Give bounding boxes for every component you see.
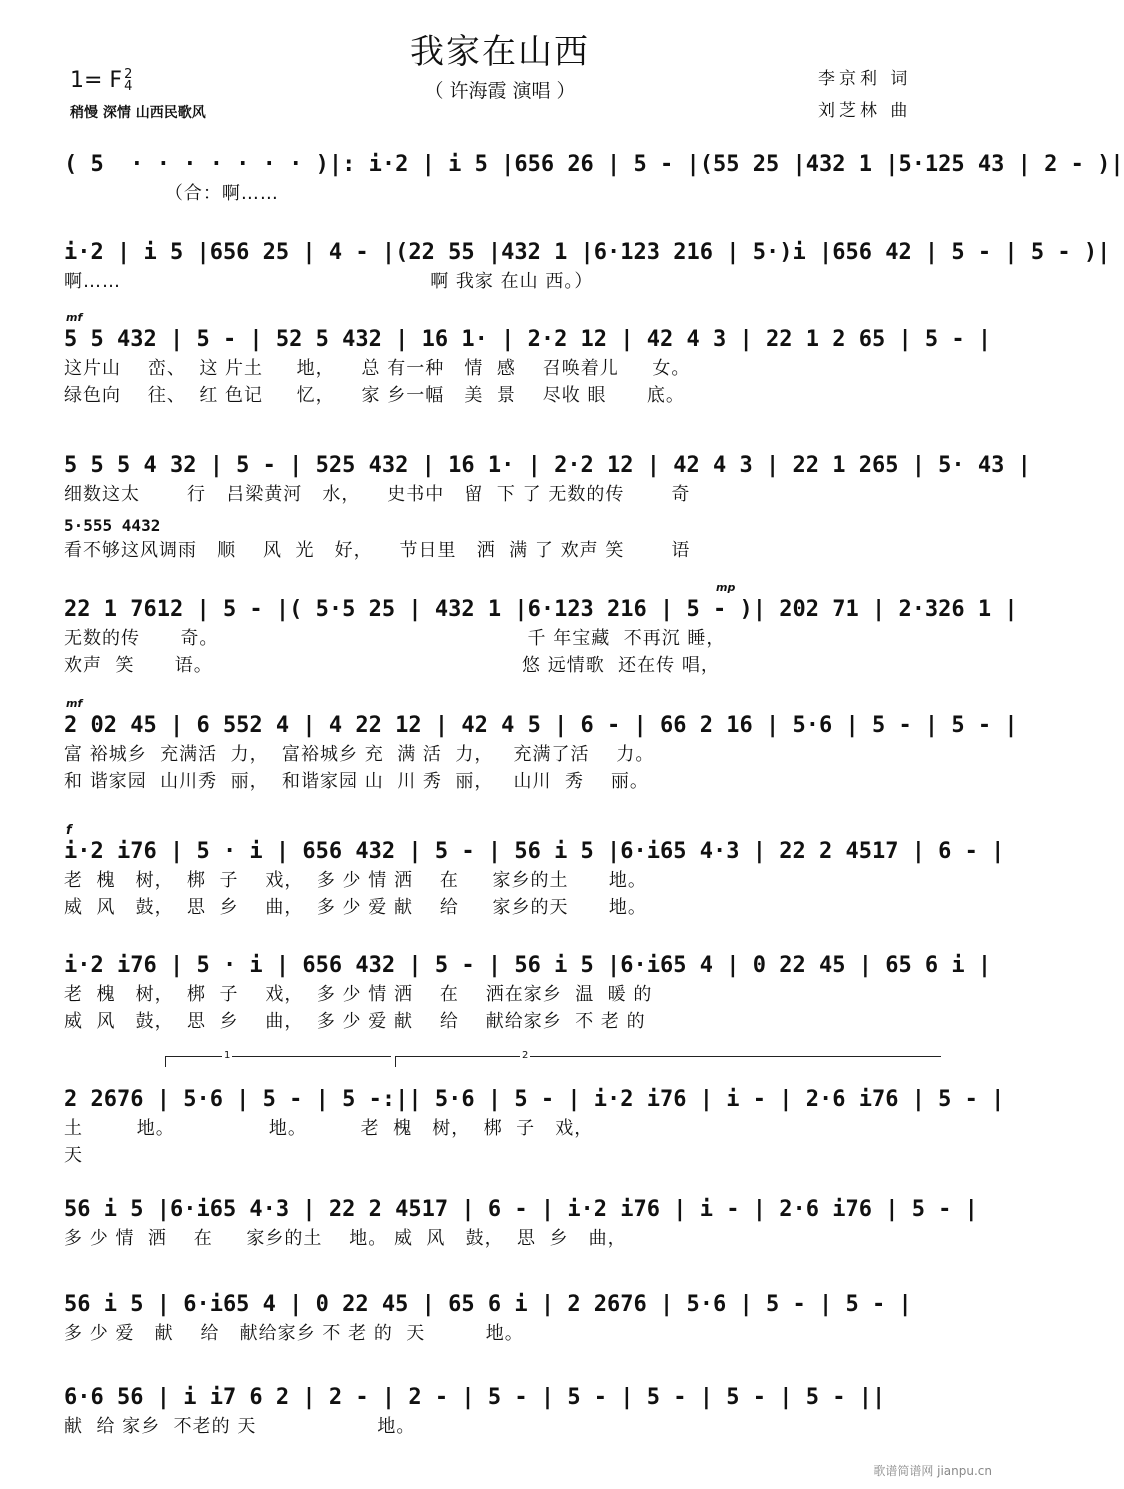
lyric-line: 绿色向 往、 红 色记 忆， 家 乡一幅 美 景 尽收 眼 底。 xyxy=(64,385,685,406)
key-label: 1= F xyxy=(70,68,123,93)
volta-bracket-2 xyxy=(395,1050,941,1067)
notation-line: 2 02 45 | 6 552 4 | 4 22 12 | 42 4 5 | 6 - | 66 2 16 | 5·6 | 5 - | 5 - | xyxy=(64,713,1018,738)
notation-line: 5 5 5 4 32 | 5 - | 525 432 | 16 1· | 2·2 12 | 42 4 3 | 22 1 265 | 5· 43 | xyxy=(64,453,1031,478)
lyric-line: 这片山 峦、 这 片土 地， 总 有一种 情 感 召唤着儿 女。 xyxy=(64,358,691,379)
score-row-7 xyxy=(64,823,1005,921)
notation-line: 56 i 5 |6·i65 4·3 | 22 2 4517 | 6 - | i·2 i76 | i - | 2·6 i76 | 5 - | xyxy=(64,1197,978,1222)
score-row-4 xyxy=(64,451,1031,508)
score-row-11 xyxy=(64,1290,944,1347)
notation-line: 2 2676 | 5·6 | 5 - | 5 -:|| 5·6 | 5 - | i·2 i76 | i - | 2·6 i76 | 5 - | xyxy=(64,1087,1005,1112)
lyric-line: 看不够这风调雨 顺 风 光 好， 节日里 洒 满 了 欢声 笑 语 xyxy=(64,540,691,561)
lyric-line: （合：啊…… xyxy=(64,183,279,204)
song-title: 我家在山西 xyxy=(410,32,590,72)
notation-line: 6·6 56 | i i7 6 2 | 2 - | 2 - | 5 - | 5 - | 5 - | 5 - | 5 - || xyxy=(64,1385,886,1410)
lyric-line: 和 谐家园 山川秀 丽， 和谐家园 山 川 秀 丽， 山川 秀 丽。 xyxy=(64,771,649,792)
lyric-line: 威 风 鼓， 思 乡 曲， 多 少 爱 献 给 家乡的天 地。 xyxy=(64,897,647,918)
score-row-12 xyxy=(64,1383,944,1440)
dynamic-marking: mf xyxy=(66,311,83,324)
volta-bracket-1 xyxy=(165,1050,391,1067)
lyric-line: 多 少 爱 献 给 献给家乡 不 老 的 天 地。 xyxy=(64,1323,524,1344)
notation-line: i·2 | i 5 |656 25 | 4 - |(22 55 |432 1 |6·123 216 | 5·)i |656 42 | 5 - | 5 - )| xyxy=(64,240,1111,265)
score-row-8 xyxy=(64,951,992,1035)
dynamic-marking: f xyxy=(66,823,72,838)
dynamic-marking: mp xyxy=(716,581,736,594)
notation-line: 5 5 432 | 5 - | 52 5 432 | 16 1· | 2·2 12 | 42 4 3 | 22 1 2 65 | 5 - | xyxy=(64,327,992,352)
key-signature xyxy=(70,68,132,93)
time-signature xyxy=(124,69,132,93)
notation-line: 5·555 4432 xyxy=(64,516,161,535)
score-row-9 xyxy=(64,1085,1005,1169)
singer-credit: （ 许海霞 演唱 ） xyxy=(424,80,576,102)
lyric-line: 天 xyxy=(64,1145,83,1166)
lyric-line: 欢声 笑 语。 悠 远情歌 还在传 唱， xyxy=(64,655,720,676)
tempo-marking: 稍慢 深情 山西民歌风 xyxy=(70,105,206,121)
lyric-line: 威 风 鼓， 思 乡 曲， 多 少 爱 献 给 献给家乡 不 老 的 xyxy=(64,1011,646,1032)
volta-number: 2 xyxy=(522,1050,529,1061)
dynamic-marking: mf xyxy=(66,697,83,710)
site-watermark: 歌谱简谱网 jianpu.cn xyxy=(873,1464,992,1478)
notation-line: i·2 i76 | 5 · i | 656 432 | 5 - | 56 i 5 |6·i65 4 | 0 22 45 | 65 6 i | xyxy=(64,953,992,978)
score-row-6 xyxy=(64,697,1018,795)
lyric-line: 老 槐 树， 梆 子 戏， 多 少 情 洒 在 家乡的土 地。 xyxy=(64,870,647,891)
score-row-4-alt xyxy=(64,515,944,564)
composer-credit: 刘芝林 曲 xyxy=(818,101,912,121)
lyric-line: 献 给 家乡 不老的 天 地。 xyxy=(64,1416,416,1437)
notation-line: 56 i 5 | 6·i65 4 | 0 22 45 | 65 6 i | 2 2676 | 5·6 | 5 - | 5 - | xyxy=(64,1292,912,1317)
notation-line: ( 5 · · · · · · · )|: i·2 | i 5 |656 26 | 5 - |(55 25 |432 1 |5·125 43 | 2 - )| xyxy=(64,152,1124,177)
lyricist-credit: 李京利 词 xyxy=(818,69,912,89)
lyric-line: 多 少 情 洒 在 家乡的土 地。 威 风 鼓， 思 乡 曲， xyxy=(64,1228,627,1249)
lyric-line: 啊…… 啊 我家 在山 西。） xyxy=(64,271,594,292)
score-row-2 xyxy=(64,238,1111,295)
lyric-line: 细数这太 行 吕梁黄河 水， 史书中 留 下 了 无数的传 奇 xyxy=(64,484,691,505)
volta-number: 1 xyxy=(224,1050,231,1061)
score-row-5 xyxy=(64,581,1018,679)
time-bottom: 4 xyxy=(124,79,133,94)
time-top: 2 xyxy=(124,67,133,82)
lyric-line: 无数的传 奇。 千 年宝藏 不再沉 睡， xyxy=(64,628,726,649)
lyric-line: 土 地。 地。 老 槐 树， 梆 子 戏， xyxy=(64,1118,594,1139)
notation-line: 22 1 7612 | 5 - |( 5·5 25 | 432 1 |6·123 216 | 5 - )| 202 71 | 2·326 1 | xyxy=(64,597,1018,622)
lyric-line: 富 裕城乡 充满活 力， 富裕城乡 充 满 活 力， 充满了活 力。 xyxy=(64,744,655,765)
score-row-1 xyxy=(64,150,1124,207)
lyric-line: 老 槐 树， 梆 子 戏， 多 少 情 洒 在 洒在家乡 温 暖 的 xyxy=(64,984,653,1005)
notation-line: i·2 i76 | 5 · i | 656 432 | 5 - | 56 i 5 |6·i65 4·3 | 22 2 4517 | 6 - | xyxy=(64,839,1005,864)
score-row-10 xyxy=(64,1195,978,1252)
score-row-3 xyxy=(64,311,992,409)
